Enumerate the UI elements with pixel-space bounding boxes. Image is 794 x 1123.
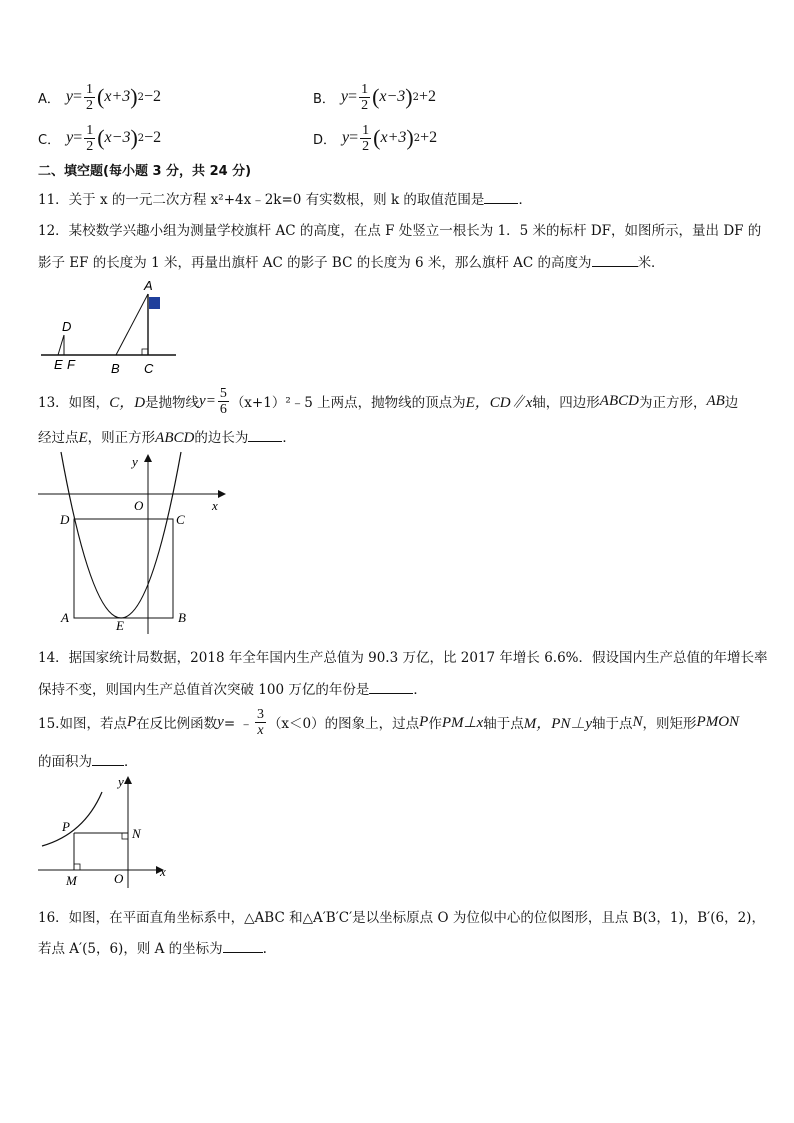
question-14-line-2: 保持不变，则国内生产总值首次突破 100 万亿的年份是 ． — [38, 678, 427, 698]
label-x: x — [160, 864, 166, 879]
y-axis-arrow — [124, 776, 132, 784]
fraction: $\frac{1}{2}$ — [86, 122, 94, 154]
label-o: O — [114, 871, 124, 886]
option-b: B． y = $\frac{1}{2}$ ( x−3 ) 2 +2 — [313, 81, 437, 113]
flagpole-figure — [36, 276, 186, 376]
question-15-line-1: 15.如图，若点 P 在反比例函数 y = ﹣ $\frac{3}{x}$ （x＜0） 的图象上，过点 P 作 PM⊥x 轴于点 M，PN⊥y 轴于点 N ，则矩形 PMON — [38, 706, 740, 738]
hyperbola-rectangle-figure — [34, 772, 174, 890]
label-y: y — [132, 454, 138, 469]
option-c: C． y = $\frac{1}{2}$ ( x−3 ) 2 −2 — [38, 122, 162, 154]
option-a: A． y = $\frac{1}{2}$ ( x+3 ) 2 −2 — [38, 81, 162, 113]
right-angle-mark — [142, 349, 148, 355]
option-letter: A． — [38, 91, 60, 107]
label-b: B — [111, 361, 120, 376]
question-13-line-1: 13．如图， C，D 是抛物线 y= $\frac{5}{6}$ （x+1）²﹣5 上两点，抛物线的顶点为 E，CD∥x 轴，四边形 ABCD 为正方形， AB 边 — [38, 385, 739, 417]
flag-icon — [149, 297, 160, 309]
right-angle-mark-n — [122, 833, 128, 839]
fraction: $\frac{5}{6}$ — [219, 385, 227, 417]
option-d: D． y = $\frac{1}{2}$ ( x+3 ) 2 +2 — [313, 122, 438, 154]
answer-blank — [592, 252, 638, 267]
answer-blank — [92, 751, 124, 766]
label-e: E — [116, 618, 124, 633]
label-a: A — [144, 278, 153, 293]
question-14-line-1: 14．据国家统计局数据，2018 年全年国内生产总值为 90.3 万亿，比 2017 年增长 6.6%．假设国内生产总值的年增长率 — [38, 650, 768, 666]
fraction: $\frac{1}{2}$ — [86, 81, 94, 113]
label-a: A — [61, 610, 69, 625]
label-f: F — [67, 357, 75, 372]
label-y: y — [118, 774, 124, 789]
label-p: P — [62, 819, 70, 834]
fraction: $\frac{1}{2}$ — [362, 122, 370, 154]
hyperbola-branch — [42, 792, 102, 846]
label-x: x — [212, 498, 218, 513]
shadow-ray-de — [58, 335, 64, 355]
label-n: N — [132, 826, 141, 841]
option-letter: B． — [313, 91, 335, 107]
parabola — [61, 452, 181, 618]
section-title: 二、填空题(每小题 3 分，共 24 分) — [38, 164, 252, 179]
question-11: 11．关于 x 的一元二次方程 x²+4x﹣2k=0 有实数根，则 k 的取值范围是 ． — [38, 188, 532, 208]
shadow-ray-ab — [116, 294, 148, 355]
label-m: M — [66, 873, 77, 888]
label-d: D — [60, 512, 70, 527]
fraction: $\frac{1}{2}$ — [361, 81, 369, 113]
label-b: B — [178, 610, 186, 625]
option-letter: D． — [313, 132, 337, 148]
y-axis-arrow — [144, 454, 152, 462]
label-c: C — [144, 361, 154, 376]
question-16-line-2: 若点 A′(5，6)，则 A 的坐标为 . — [38, 937, 267, 957]
question-15-line-2: 的面积为 ． — [38, 750, 138, 770]
question-13-line-2: 经过点E，则正方形ABCD的边长为 ． — [38, 426, 296, 447]
answer-blank — [484, 189, 518, 204]
x-axis-arrow — [218, 490, 226, 498]
fraction: $\frac{3}{x}$ — [256, 706, 264, 738]
answer-blank — [369, 679, 413, 694]
answer-blank — [248, 427, 282, 442]
square-abcd — [74, 519, 173, 618]
question-12-line-2: 影子 EF 的长度为 1 米，再量出旗杆 AC 的影子 BC 的长度为 6 米，那么旗杆 AC 的高度为 米． — [38, 251, 665, 271]
label-c: C — [176, 512, 185, 527]
label-e: E — [54, 357, 63, 372]
right-angle-mark-m — [74, 864, 80, 870]
parabola-square-figure — [34, 450, 234, 636]
option-letter: C． — [38, 132, 61, 148]
label-d: D — [62, 319, 72, 334]
label-o: O — [134, 498, 144, 513]
question-16-line-1: 16．如图，在平面直角坐标系中，△ABC 和△A′B′C′是以坐标原点 O 为位似中心的位似图形，且点 B(3，1)，B′(6，2)， — [38, 910, 765, 926]
answer-blank — [223, 938, 263, 953]
question-12-line-1: 12．某校数学兴趣小组为测量学校旗杆 AC 的高度，在点 F 处竖立一根长为 1．5 米的标杆 DF，如图所示，量出 DF 的 — [38, 223, 762, 239]
